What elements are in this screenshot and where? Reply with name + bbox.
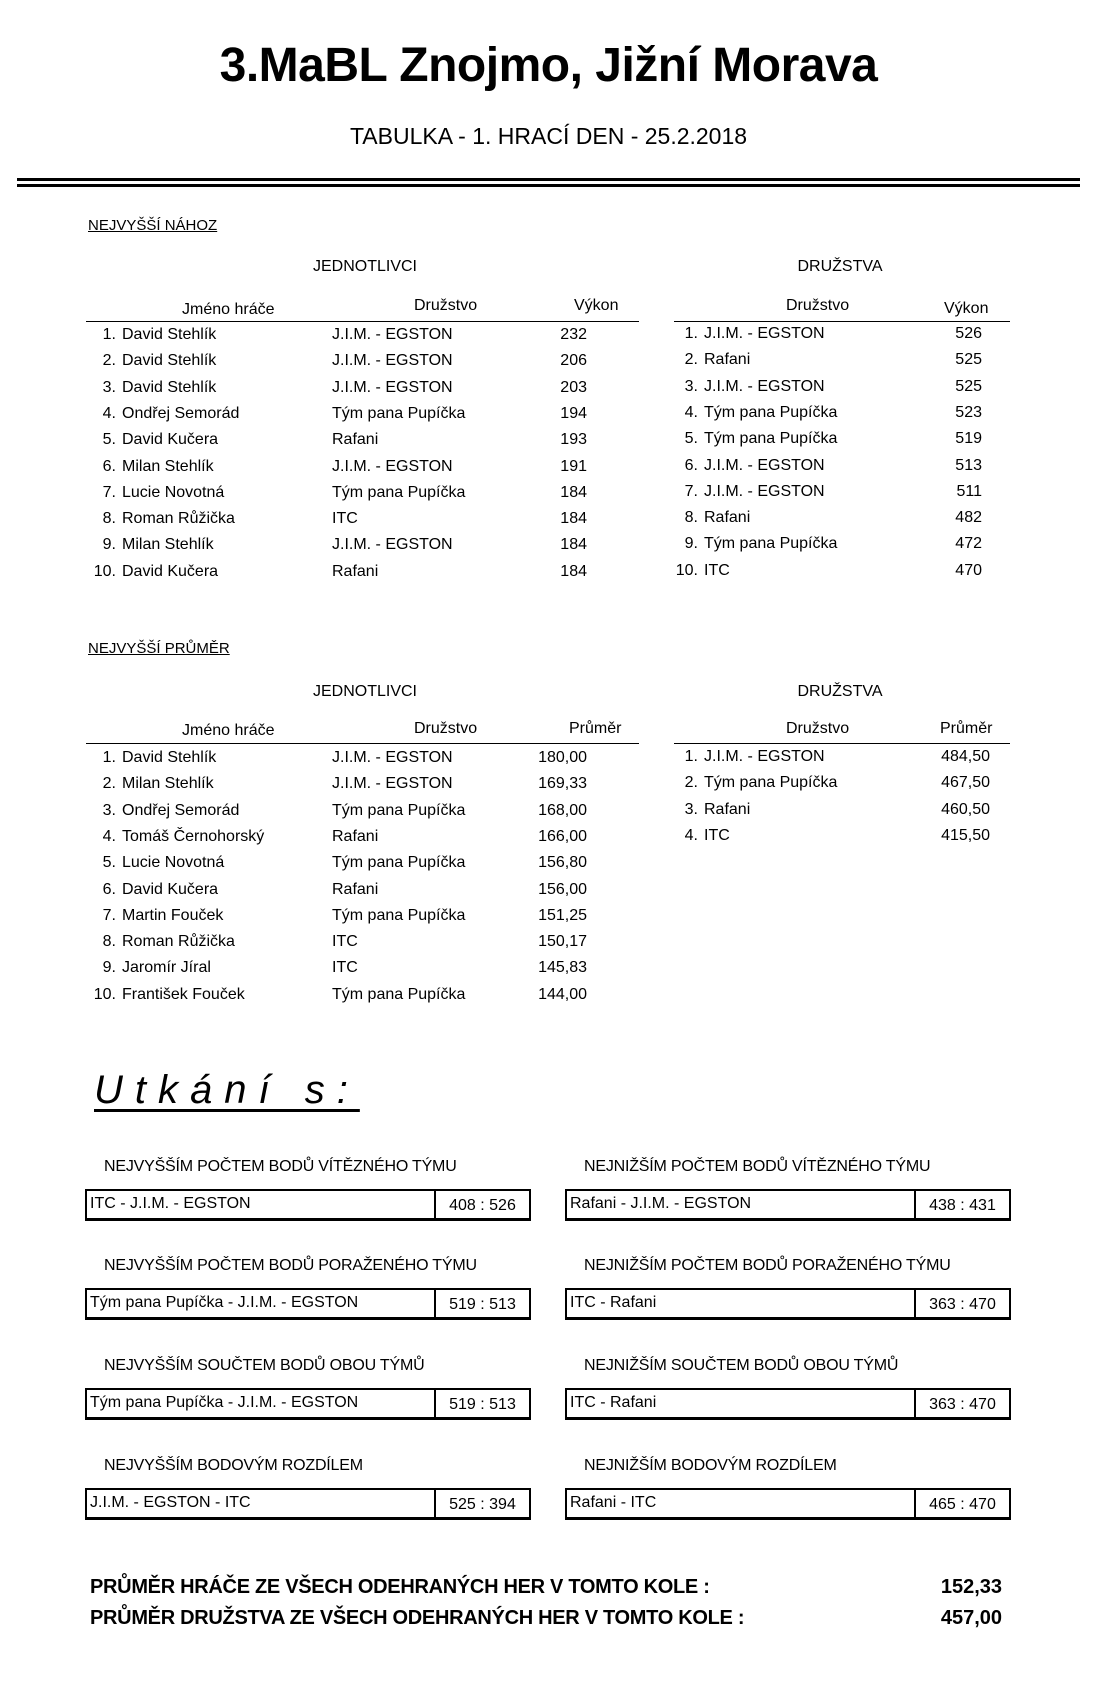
match-category-label: NEJNIŽŠÍM POČTEM BODŮ VÍTĚZNÉHO TÝMU xyxy=(584,1158,931,1175)
table-row xyxy=(86,775,639,803)
table-row xyxy=(86,326,639,354)
match-score: 363 : 470 xyxy=(914,1290,1009,1317)
page-subtitle: TABULKA - 1. HRACÍ DEN - 25.2.2018 xyxy=(349,123,748,149)
rank: 2. xyxy=(684,774,698,792)
match-teams: Rafani - ITC xyxy=(570,1494,657,1511)
team-name: ITC xyxy=(332,933,358,951)
match-score: 408 : 526 xyxy=(434,1191,529,1218)
player-name: David Kučera xyxy=(122,431,219,449)
player-name: David Kučera xyxy=(122,880,219,898)
rank: 4. xyxy=(102,827,116,845)
col-header-team: Družstvo xyxy=(786,297,850,314)
team-name: J.I.M. - EGSTON xyxy=(704,482,825,500)
rank: 4. xyxy=(684,403,698,421)
value: 525 xyxy=(955,351,982,369)
value: 145,83 xyxy=(538,959,587,977)
value: 193 xyxy=(560,431,587,449)
value: 472 xyxy=(955,535,982,553)
match-teams: Tým pana Pupíčka - J.I.M. - EGSTON xyxy=(90,1394,359,1411)
table-row xyxy=(86,828,639,856)
team-name: J.I.M. - EGSTON xyxy=(332,775,453,793)
match-result-box xyxy=(85,1488,531,1520)
team-name: Tým pana Pupíčka xyxy=(332,404,466,422)
team-name: Rafani xyxy=(704,509,751,527)
header-underline xyxy=(86,321,639,322)
team-name: Tým pana Pupíčka xyxy=(704,535,838,553)
match-teams: J.I.M. - EGSTON - ITC xyxy=(90,1494,251,1511)
value: 180,00 xyxy=(538,749,587,766)
player-name: Tomáš Černohorský xyxy=(122,827,265,845)
rank: 3. xyxy=(684,800,698,818)
match-result-box xyxy=(85,1388,531,1420)
table-row xyxy=(674,562,1010,590)
player-name: David Kučera xyxy=(122,562,219,580)
rank: 5. xyxy=(684,430,698,448)
table-row xyxy=(674,404,1010,432)
match-score: 519 : 513 xyxy=(434,1290,529,1317)
team-name: Rafani xyxy=(332,880,379,898)
value: 470 xyxy=(955,561,982,579)
col-header-value: Průměr xyxy=(940,720,993,737)
team-name: Tým pana Pupíčka xyxy=(332,985,466,1003)
table-row xyxy=(674,483,1010,511)
table-row xyxy=(674,827,1010,855)
rank: 5. xyxy=(102,854,116,872)
match-category-label: NEJNIŽŠÍM BODOVÝM ROZDÍLEM xyxy=(584,1457,837,1474)
rank: 9. xyxy=(102,959,116,977)
player-name: František Fouček xyxy=(122,985,245,1003)
team-name: ITC xyxy=(332,510,358,528)
rank: 3. xyxy=(102,801,116,819)
rank: 1. xyxy=(102,326,116,343)
rank: 10. xyxy=(93,562,116,580)
value: 191 xyxy=(560,457,587,475)
table-row xyxy=(86,536,639,564)
table-row xyxy=(674,801,1010,829)
value: 525 xyxy=(955,377,982,395)
col-header-team: Družstvo xyxy=(414,297,478,314)
match-category-label: NEJVYŠŠÍM POČTEM BODŮ PORAŽENÉHO TÝMU xyxy=(104,1257,477,1274)
value: 169,33 xyxy=(538,775,587,793)
section-label-prumer: NEJVYŠŠÍ PRŮMĚR xyxy=(88,640,230,657)
prumer-teams-table xyxy=(674,720,1010,860)
value: 151,25 xyxy=(538,906,587,924)
player-name: Jaromír Jíral xyxy=(122,959,211,977)
team-name: ITC xyxy=(704,561,730,579)
match-score: 525 : 394 xyxy=(434,1490,529,1517)
rank: 10. xyxy=(93,985,116,1003)
team-average-value: 457,00 xyxy=(940,1607,1002,1629)
player-name: Martin Fouček xyxy=(122,906,224,924)
player-name: Ondřej Semorád xyxy=(122,801,240,819)
team-name: Tým pana Pupíčka xyxy=(704,774,838,792)
table-row xyxy=(86,484,639,512)
value: 156,80 xyxy=(538,854,587,872)
header-underline xyxy=(674,743,1010,744)
player-name: Ondřej Semorád xyxy=(122,404,240,422)
match-result-box xyxy=(85,1189,531,1221)
match-teams: Rafani - J.I.M. - EGSTON xyxy=(570,1195,752,1212)
col-header-name: Jméno hráče xyxy=(182,301,275,318)
table-row xyxy=(86,405,639,433)
nahoz-teams-table xyxy=(674,297,1010,597)
table-row xyxy=(674,351,1010,379)
player-name: Roman Růžička xyxy=(122,933,235,951)
team-name: J.I.M. - EGSTON xyxy=(332,326,453,343)
table-row xyxy=(674,509,1010,537)
table-row xyxy=(86,458,639,486)
value: 467,50 xyxy=(941,774,990,792)
table-row xyxy=(86,986,639,1014)
table-row xyxy=(86,352,639,380)
value: 156,00 xyxy=(538,880,587,898)
col-header-team: Družstvo xyxy=(786,720,850,737)
table-row xyxy=(86,802,639,830)
match-result-box xyxy=(85,1288,531,1320)
rank: 6. xyxy=(102,880,116,898)
team-name: J.I.M. - EGSTON xyxy=(704,377,825,395)
prumer-individuals-table xyxy=(86,720,639,1020)
table-row xyxy=(674,774,1010,802)
team-name: J.I.M. - EGSTON xyxy=(332,352,453,370)
table-row xyxy=(674,430,1010,458)
team-name: J.I.M. - EGSTON xyxy=(704,748,825,765)
match-category-label: NEJVYŠŠÍM SOUČTEM BODŮ OBOU TÝMŮ xyxy=(104,1357,425,1374)
rank: 3. xyxy=(102,378,116,396)
match-result-box xyxy=(565,1288,1011,1320)
team-name: J.I.M. - EGSTON xyxy=(332,536,453,554)
table-row xyxy=(674,748,1010,776)
group-label-teams: DRUŽSTVA xyxy=(797,258,883,275)
team-name: Tým pana Pupíčka xyxy=(704,430,838,448)
player-name: Milan Stehlík xyxy=(122,457,214,475)
value: 206 xyxy=(560,352,587,370)
match-score: 519 : 513 xyxy=(434,1390,529,1417)
team-name: Tým pana Pupíčka xyxy=(332,906,466,924)
player-average-value: 152,33 xyxy=(940,1576,1002,1598)
rank: 6. xyxy=(102,457,116,475)
header-underline xyxy=(86,743,639,744)
team-name: ITC xyxy=(704,826,730,844)
team-name: Rafani xyxy=(704,800,751,818)
rank: 2. xyxy=(102,352,116,370)
table-row xyxy=(86,907,639,935)
team-name: Tým pana Pupíčka xyxy=(332,801,466,819)
match-teams: ITC - J.I.M. - EGSTON xyxy=(90,1195,251,1212)
player-name: David Stehlík xyxy=(122,326,217,343)
team-name: ITC xyxy=(332,959,358,977)
player-name: David Stehlík xyxy=(122,352,217,370)
team-name: Rafani xyxy=(332,827,379,845)
team-name: Tým pana Pupíčka xyxy=(332,483,466,501)
value: 184 xyxy=(560,510,587,528)
value: 168,00 xyxy=(538,801,587,819)
header-divider-top xyxy=(17,178,1080,181)
team-name: J.I.M. - EGSTON xyxy=(332,749,453,766)
table-row xyxy=(674,457,1010,485)
player-name: Roman Růžička xyxy=(122,510,235,528)
match-score: 465 : 470 xyxy=(914,1490,1009,1517)
rank: 1. xyxy=(102,749,116,766)
rank: 1. xyxy=(684,748,698,765)
team-name: Tým pana Pupíčka xyxy=(332,854,466,872)
col-header-value: Výkon xyxy=(944,300,989,317)
match-result-box xyxy=(565,1388,1011,1420)
value: 184 xyxy=(560,483,587,501)
rank: 4. xyxy=(102,404,116,422)
value: 415,50 xyxy=(941,826,990,844)
rank: 3. xyxy=(684,377,698,395)
match-teams: Tým pana Pupíčka - J.I.M. - EGSTON xyxy=(90,1294,359,1311)
value: 144,00 xyxy=(538,985,587,1003)
match-teams: ITC - Rafani xyxy=(570,1294,657,1311)
nahoz-individuals-table xyxy=(86,297,639,597)
rank: 7. xyxy=(102,483,116,501)
team-name: Rafani xyxy=(332,431,379,449)
section-label-nahoz: NEJVYŠŠÍ NÁHOZ xyxy=(88,217,218,234)
value: 150,17 xyxy=(538,933,587,951)
team-average-label: PRŮMĚR DRUŽSTVA ZE VŠECH ODEHRANÝCH HER V TOMTO KOLE : xyxy=(90,1607,745,1629)
rank: 2. xyxy=(102,775,116,793)
value: 523 xyxy=(955,403,982,421)
matches-heading: Utkání s: xyxy=(94,1068,360,1112)
rank: 8. xyxy=(684,509,698,527)
match-category-label: NEJVYŠŠÍM POČTEM BODŮ VÍTĚZNÉHO TÝMU xyxy=(104,1158,457,1175)
rank: 6. xyxy=(684,456,698,474)
table-row xyxy=(86,749,639,777)
table-row xyxy=(86,854,639,882)
col-header-value: Výkon xyxy=(574,297,619,314)
match-category-label: NEJVYŠŠÍM BODOVÝM ROZDÍLEM xyxy=(104,1457,363,1474)
match-score: 438 : 431 xyxy=(914,1191,1009,1218)
rank: 9. xyxy=(684,535,698,553)
group-label-individuals: JEDNOTLIVCI xyxy=(312,683,417,700)
table-row xyxy=(86,933,639,961)
header-underline xyxy=(674,321,1010,322)
rank: 10. xyxy=(675,561,698,579)
value: 460,50 xyxy=(941,800,990,818)
match-result-box xyxy=(565,1488,1011,1520)
col-header-team: Družstvo xyxy=(414,720,478,737)
match-teams: ITC - Rafani xyxy=(570,1394,657,1411)
table-row xyxy=(674,535,1010,563)
match-result-box xyxy=(565,1189,1011,1221)
table-row xyxy=(86,959,639,987)
player-name: Milan Stehlík xyxy=(122,536,214,554)
player-name: David Stehlík xyxy=(122,749,217,766)
value: 184 xyxy=(560,536,587,554)
rank: 9. xyxy=(102,536,116,554)
rank: 8. xyxy=(102,933,116,951)
table-row xyxy=(86,881,639,909)
match-category-label: NEJNIŽŠÍM POČTEM BODŮ PORAŽENÉHO TÝMU xyxy=(584,1257,951,1274)
rank: 1. xyxy=(684,325,698,342)
team-name: J.I.M. - EGSTON xyxy=(332,378,453,396)
table-row xyxy=(86,379,639,407)
team-name: Rafani xyxy=(332,562,379,580)
table-row xyxy=(674,325,1010,353)
value: 482 xyxy=(955,509,982,527)
table-row xyxy=(674,378,1010,406)
rank: 7. xyxy=(102,906,116,924)
value: 232 xyxy=(560,326,587,343)
rank: 8. xyxy=(102,510,116,528)
team-name: J.I.M. - EGSTON xyxy=(704,456,825,474)
rank: 4. xyxy=(684,826,698,844)
page-title: 3.MaBL Znojmo, Jižní Morava xyxy=(219,39,878,92)
team-name: Tým pana Pupíčka xyxy=(704,403,838,421)
player-average-label: PRŮMĚR HRÁČE ZE VŠECH ODEHRANÝCH HER V TOMTO KOLE : xyxy=(90,1576,710,1598)
table-row xyxy=(86,563,639,591)
group-label-individuals: JEDNOTLIVCI xyxy=(312,258,417,275)
rank: 5. xyxy=(102,431,116,449)
value: 184 xyxy=(560,562,587,580)
value: 194 xyxy=(560,404,587,422)
player-name: Milan Stehlík xyxy=(122,775,214,793)
table-row xyxy=(86,431,639,459)
team-name: J.I.M. - EGSTON xyxy=(704,325,825,342)
team-name: J.I.M. - EGSTON xyxy=(332,457,453,475)
value: 526 xyxy=(955,325,982,342)
player-name: David Stehlík xyxy=(122,378,217,396)
player-name: Lucie Novotná xyxy=(122,854,225,872)
rank: 2. xyxy=(684,351,698,369)
value: 519 xyxy=(955,430,982,448)
group-label-teams: DRUŽSTVA xyxy=(797,683,883,700)
value: 484,50 xyxy=(941,748,990,765)
value: 513 xyxy=(955,456,982,474)
col-header-name: Jméno hráče xyxy=(182,722,275,739)
match-category-label: NEJNIŽŠÍM SOUČTEM BODŮ OBOU TÝMŮ xyxy=(584,1357,899,1374)
header-divider-bottom xyxy=(17,184,1080,187)
col-header-value: Průměr xyxy=(569,720,622,737)
match-score: 363 : 470 xyxy=(914,1390,1009,1417)
table-row xyxy=(86,510,639,538)
player-name: Lucie Novotná xyxy=(122,483,225,501)
value: 166,00 xyxy=(538,827,587,845)
team-name: Rafani xyxy=(704,351,751,369)
rank: 7. xyxy=(684,482,698,500)
value: 203 xyxy=(560,378,587,396)
value: 511 xyxy=(956,482,982,500)
